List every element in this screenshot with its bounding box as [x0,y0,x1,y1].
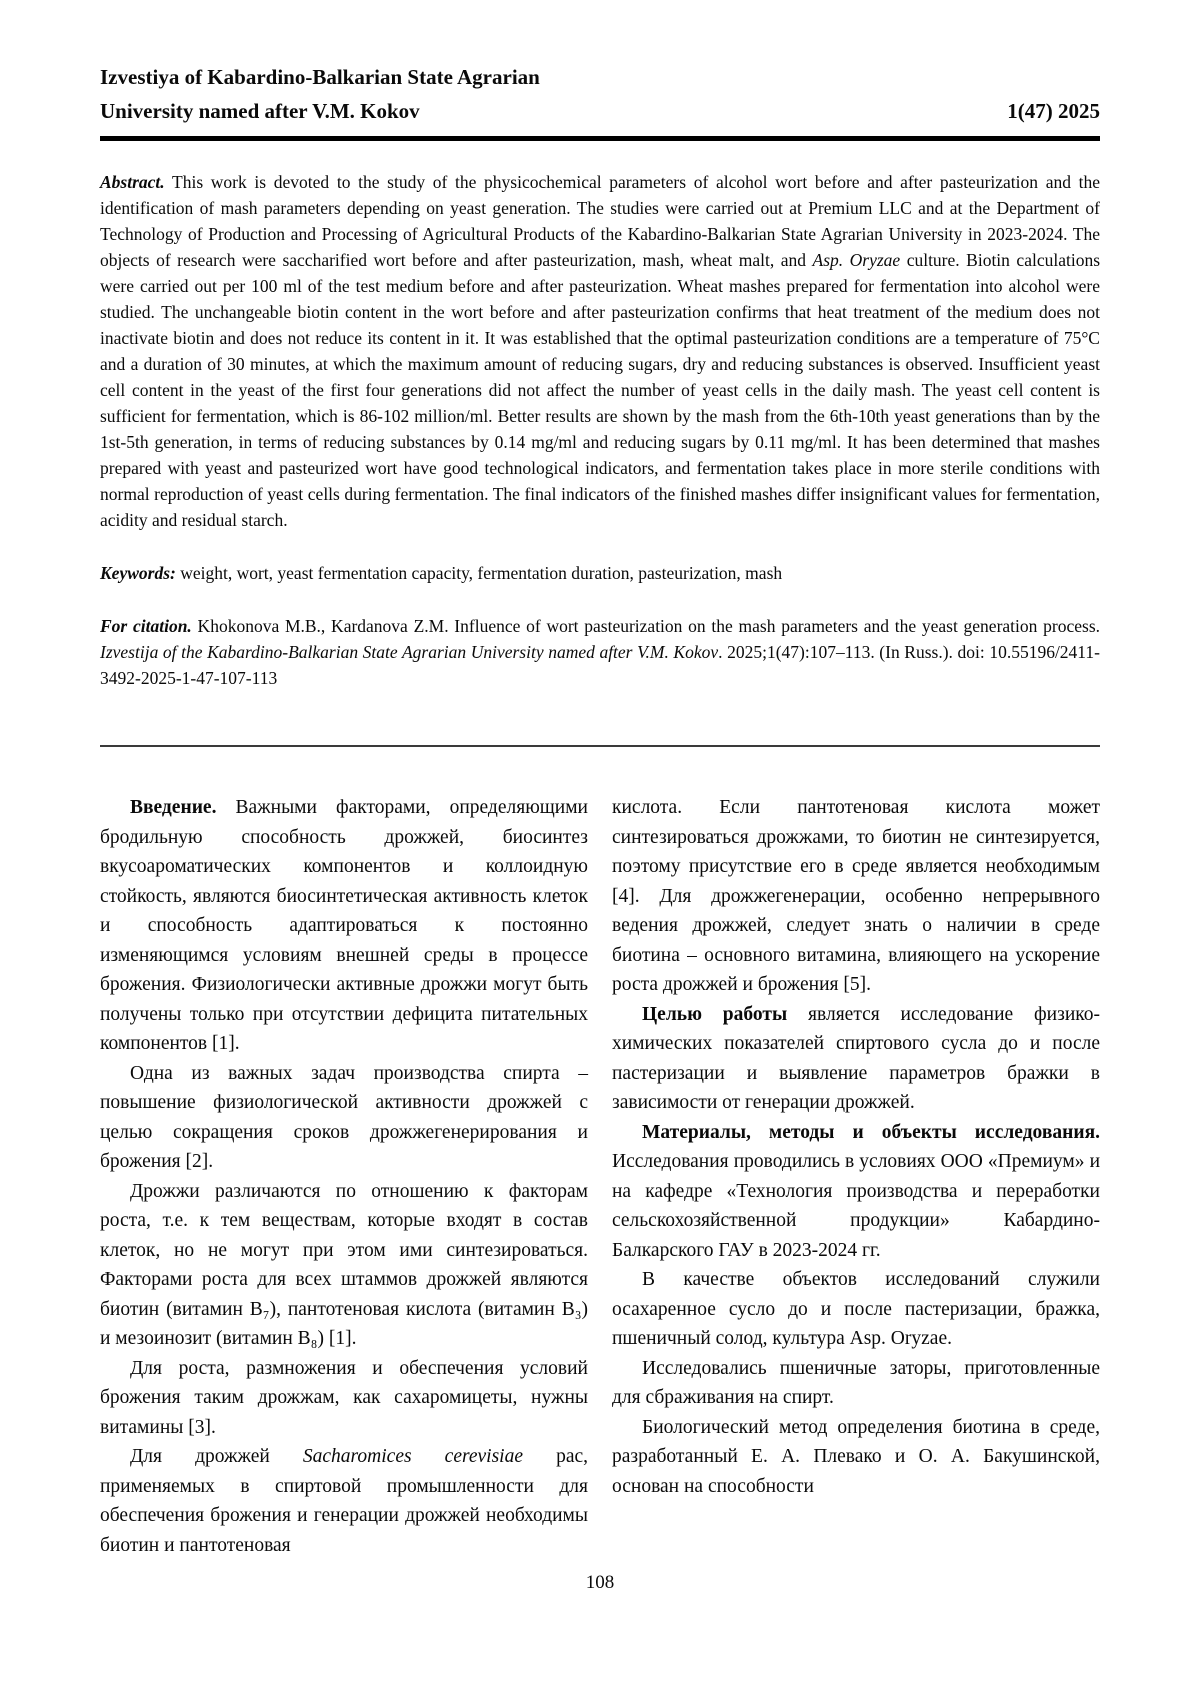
paragraph-text: Для роста, размножения и обеспечения условий брожения таким дрожжам, как сахаромицеты, нужны витамины [3]. [100,1357,588,1438]
article-body [100,793,1100,1560]
paragraph-lead: Целью работы [642,1003,788,1025]
paragraph-materials [612,1118,1100,1266]
citation-text-1: Khokonova M.B., Kardanova Z.M. Influence of wort pasteurization on the mash parameters and the yeast generation process. [191,616,1100,636]
paragraph [100,1177,588,1354]
abstract-label: Abstract. [100,172,165,192]
paragraph-lead: Введение. [130,797,217,818]
paragraph [612,1413,1100,1502]
abstract-text-1: This work is devoted to the study of the physicochemical parameters of alcohol wort before and after pasteurization and the identification of mash parameters depending on yeast generation. The studies were carried out at Premium LLC and at the Department of Technology of Production and Processing of Agricultural Products of the Kabardino-Balkarian State Agrarian University in 2023-2024. The objects of research were saccharified wort before and after pasteurization, mash, wheat malt, and [100,172,1100,270]
citation-journal-name: Izvestija of the Kabardino-Balkarian State Agrarian University named after V.M. Kokov [100,642,719,662]
paragraph-text: Для дрожжей [130,1446,303,1467]
paragraph [100,1059,588,1177]
paragraph-text: Важными факторами, определяющими бродильную способность дрожжей, биосинтез вкусоароматических компонентов и коллоидную стойкость, являются биосинтетическая активность клеток и способность адаптироваться к постоянно изменяющимся условиям внешней среды в процессе брожения. Физиологически активные дрожжи могут быть получены только при отсутствии дефицита питательных компонентов [1]. [100,797,588,1054]
issue-number: 1(47) 2025 [1007,99,1100,123]
page-header [100,0,1100,141]
header-rule [100,136,1100,141]
right-column [612,793,1100,1560]
paragraph-goal [612,1000,1100,1118]
paragraph [612,1354,1100,1413]
left-column [100,793,588,1560]
paragraph-text: является исследование физико-химических показателей спиртового сусла до и после пастеризации и выявление параметров бражки в зависимости от генерации дрожжей. [612,1003,1100,1113]
paragraph-continuation [612,793,1100,1000]
paragraph-lead: Материалы, методы и объекты исследования. [642,1121,1100,1143]
paragraph-text: Дрожжи различаются по отношению к факторам роста, т.е. к тем веществам, которые входят в состав клеток, но не могут при этом ими синтезироваться. Факторами роста для всех штаммов дрожжей являются биотин (витамин B₇), пантотеновая кислота (витамин B₃) и мезоинозит (витамин B₈) [1]. [100,1180,588,1349]
citation-text-2: . 2025;1(47):107–113. (In Russ.). doi: 10.55196/2411-3492-2025-1-47-107-113 [100,642,1100,688]
keywords-paragraph [100,560,1100,586]
species-name: Sacharomices cerevisiae [302,1446,523,1467]
paragraph-introduction [100,793,588,1059]
paragraph [612,1265,1100,1354]
paragraph-text: Биологический метод определения биотина в среде, разработанный Е. А. Плевако и О. А. Бакушинской, основан на способности [612,1416,1100,1497]
abstract-species-name: Asp. Oryzae [812,250,901,270]
page-number: 108 [585,1572,615,1593]
paragraph-text: Одна из важных задач производства спирта – повышение физиологической активности дрожжей с целью сокращения сроков дрожжегенерирования и брожения [2]. [100,1062,588,1172]
abstract-text-2: culture. Biotin calculations were carried out per 100 ml of the test medium before and after pasteurization. Wheat mashes prepared for fermentation into alcohol were studied. The unchangeable biotin content in the wort before and after pasteurization confirms that heat treatment of the medium does not inactivate biotin and does not reduce its content in it. It was established that the optimal pasteurization conditions are a temperature of 75°C and a duration of 30 minutes, at which the maximum amount of reducing sugars, dry and reducing substances is observed. Insufficient yeast cell content in the yeast of the first four generations did not affect the number of yeast cells in the daily mash. The yeast cell content is sufficient for fermentation, which is 86-102 million/ml. Better results are shown by the mash from the 6th-10th yeast generations than by the 1st-5th generation, in terms of reducing substances by 0.14 mg/ml and reducing sugars by 0.11 mg/ml. It has been determined that mashes prepared with yeast and pasteurized wort have good technological indicators, and fermentation takes place in more sterile conditions with normal reproduction of yeast cells during fermentation. The final indicators of the finished mashes differ insignificant values for fermentation, acidity and residual starch. [100,250,1101,530]
abstract-paragraph [100,169,1100,533]
keywords-label: Keywords: [100,563,176,583]
paragraph-text: В качестве объектов исследований служили осахаренное сусло до и после пастеризации, бражка, пшеничный солод, культура Asp. Oryzae. [612,1269,1100,1349]
paragraph [100,1354,588,1443]
journal-title-line2: University named after V.M. Kokov [100,99,420,123]
journal-title-line1: Izvestiya of Kabardino-Balkarian State Agrarian [100,65,540,89]
paragraph-text: кислота. Если пантотеновая кислота может синтезироваться дрожжами, то биотин не синтезируется, поэтому присутствие его в среде является необходимым [4]. Для дрожжегенерации, особенно непрерывного ведения дрожжей, следует знать о наличии в среде биотина – основного витамина, влияющего на ускорение роста дрожжей и брожения [5]. [612,797,1100,995]
section-divider [100,745,1100,747]
paragraph-species [100,1442,588,1560]
keywords-text: weight, wort, yeast fermentation capacity, fermentation duration, pasteurization, mash [175,563,783,583]
paragraph-text: Исследовались пшеничные заторы, приготовленные для сбраживания на спирт. [612,1357,1100,1408]
paragraph-text: рас, применяемых в спиртовой промышленности для обеспечения брожения и генерации дрожжей необходимы биотин и пантотеновая [100,1446,589,1556]
paragraph-text: Исследования проводились в условиях ООО «Премиум» и на кафедре «Технология производства и переработки сельскохозяйственной продукции» Кабардино-Балкарского ГАУ в 2023-2024 гг. [612,1151,1100,1261]
citation-paragraph [100,613,1100,691]
citation-label: For citation. [100,616,192,636]
